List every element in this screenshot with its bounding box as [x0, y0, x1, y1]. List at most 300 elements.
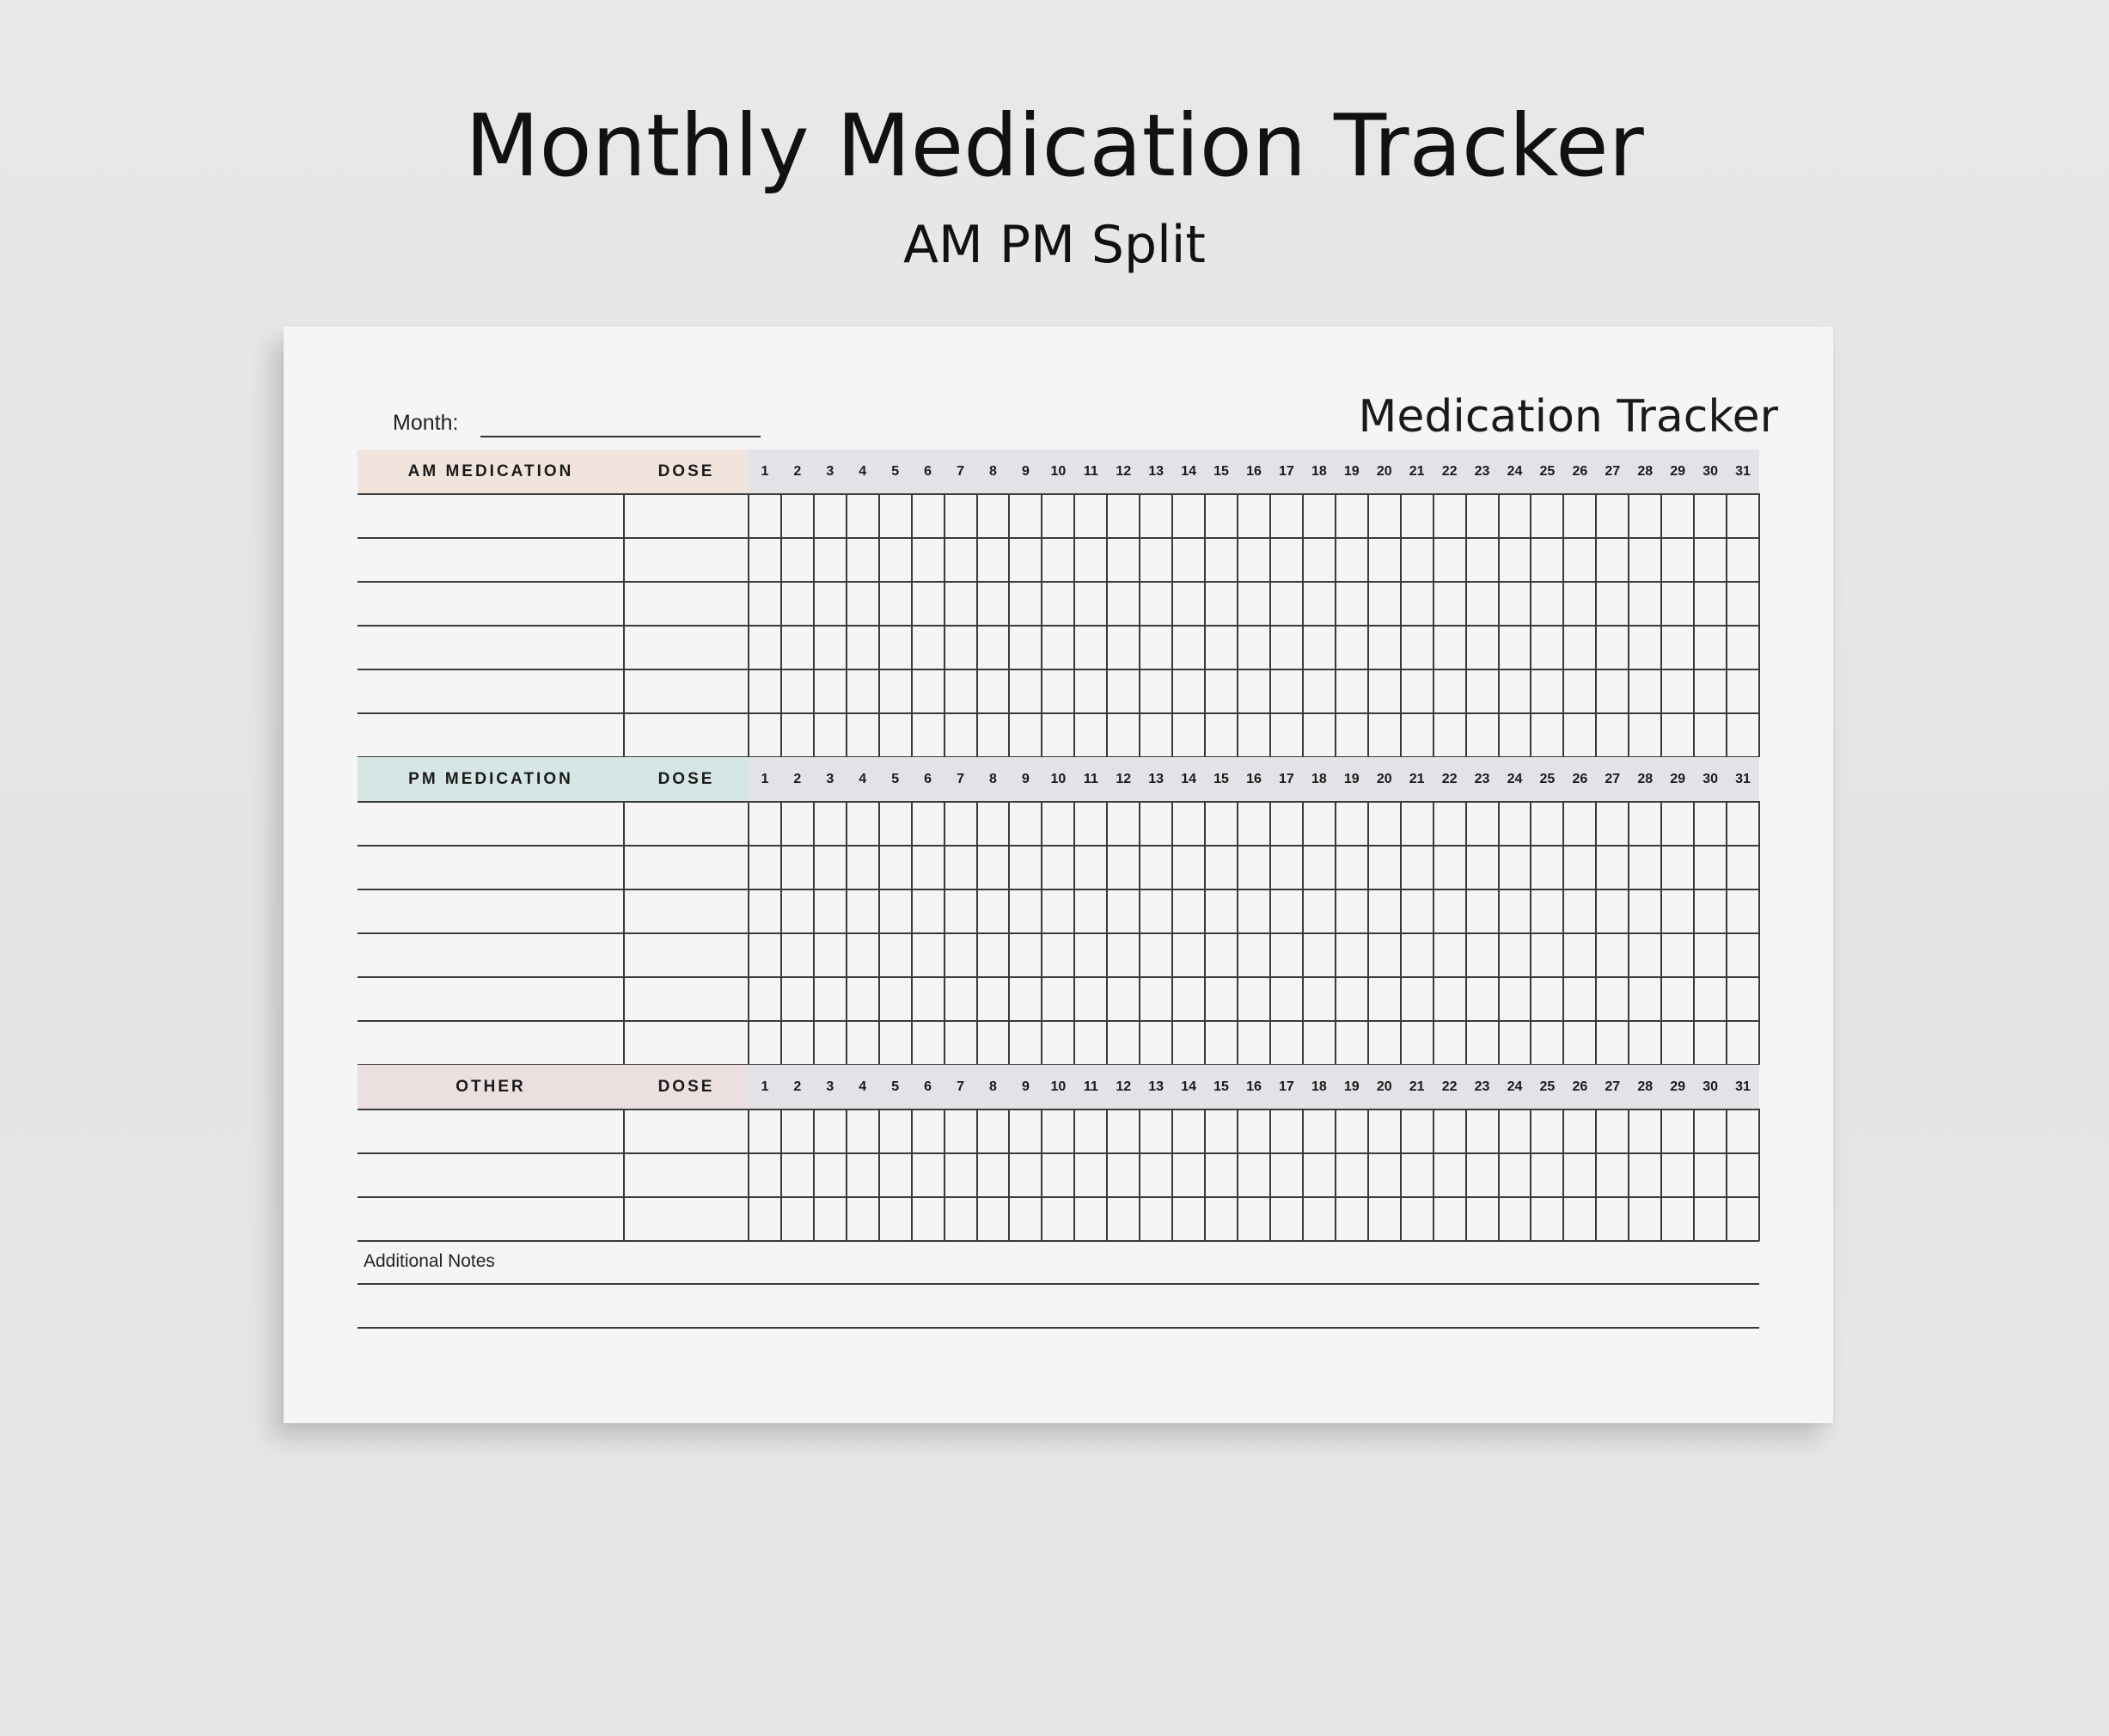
- am-day-checkbox[interactable]: [1304, 670, 1335, 712]
- other-day-checkbox[interactable]: [1271, 1198, 1302, 1240]
- other-day-checkbox[interactable]: [749, 1154, 780, 1196]
- pm-day-checkbox[interactable]: [1597, 1022, 1628, 1064]
- am-day-checkbox[interactable]: [1695, 714, 1726, 756]
- other-day-checkbox[interactable]: [978, 1198, 1009, 1240]
- other-dose-cell[interactable]: [625, 1110, 747, 1152]
- pm-day-checkbox[interactable]: [1075, 803, 1106, 845]
- other-day-checkbox[interactable]: [945, 1110, 976, 1152]
- pm-day-checkbox[interactable]: [1271, 978, 1302, 1020]
- other-day-checkbox[interactable]: [1304, 1198, 1335, 1240]
- am-day-checkbox[interactable]: [815, 670, 846, 712]
- am-day-checkbox[interactable]: [1206, 670, 1237, 712]
- pm-day-checkbox[interactable]: [1402, 847, 1433, 889]
- pm-day-checkbox[interactable]: [1140, 890, 1171, 932]
- other-day-checkbox[interactable]: [1531, 1154, 1562, 1196]
- am-day-checkbox[interactable]: [1434, 539, 1465, 581]
- pm-day-checkbox[interactable]: [913, 978, 944, 1020]
- pm-medication-name-cell[interactable]: [358, 1022, 622, 1064]
- am-day-checkbox[interactable]: [1662, 583, 1693, 625]
- pm-day-checkbox[interactable]: [782, 803, 813, 845]
- pm-day-checkbox[interactable]: [1467, 1022, 1498, 1064]
- am-dose-cell[interactable]: [625, 714, 747, 756]
- am-day-checkbox[interactable]: [815, 539, 846, 581]
- other-day-checkbox[interactable]: [1662, 1154, 1693, 1196]
- pm-day-checkbox[interactable]: [1173, 978, 1204, 1020]
- pm-day-checkbox[interactable]: [1271, 934, 1302, 976]
- am-day-checkbox[interactable]: [1271, 495, 1302, 537]
- am-dose-cell[interactable]: [625, 670, 747, 712]
- am-day-checkbox[interactable]: [1075, 627, 1106, 669]
- pm-day-checkbox[interactable]: [978, 803, 1009, 845]
- other-day-checkbox[interactable]: [1434, 1198, 1465, 1240]
- am-day-checkbox[interactable]: [1010, 714, 1041, 756]
- other-medication-name-cell[interactable]: [358, 1154, 622, 1196]
- pm-day-checkbox[interactable]: [1434, 1022, 1465, 1064]
- other-day-checkbox[interactable]: [1402, 1110, 1433, 1152]
- pm-day-checkbox[interactable]: [1140, 1022, 1171, 1064]
- am-day-checkbox[interactable]: [1271, 583, 1302, 625]
- pm-day-checkbox[interactable]: [1500, 934, 1531, 976]
- pm-day-checkbox[interactable]: [1531, 890, 1562, 932]
- am-day-checkbox[interactable]: [1662, 627, 1693, 669]
- pm-day-checkbox[interactable]: [945, 803, 976, 845]
- am-day-checkbox[interactable]: [1336, 627, 1367, 669]
- pm-day-checkbox[interactable]: [945, 934, 976, 976]
- am-day-checkbox[interactable]: [1597, 583, 1628, 625]
- pm-day-checkbox[interactable]: [1369, 934, 1400, 976]
- pm-day-checkbox[interactable]: [1206, 803, 1237, 845]
- other-day-checkbox[interactable]: [1662, 1198, 1693, 1240]
- am-day-checkbox[interactable]: [880, 670, 911, 712]
- other-day-checkbox[interactable]: [1564, 1110, 1595, 1152]
- pm-day-checkbox[interactable]: [1108, 934, 1139, 976]
- pm-day-checkbox[interactable]: [1500, 803, 1531, 845]
- pm-day-checkbox[interactable]: [1271, 847, 1302, 889]
- pm-day-checkbox[interactable]: [880, 890, 911, 932]
- other-day-checkbox[interactable]: [1042, 1198, 1073, 1240]
- am-day-checkbox[interactable]: [1629, 583, 1660, 625]
- other-day-checkbox[interactable]: [1042, 1154, 1073, 1196]
- am-day-checkbox[interactable]: [1402, 495, 1433, 537]
- pm-day-checkbox[interactable]: [1336, 1022, 1367, 1064]
- am-day-checkbox[interactable]: [1727, 670, 1758, 712]
- am-day-checkbox[interactable]: [1597, 670, 1628, 712]
- pm-day-checkbox[interactable]: [1010, 934, 1041, 976]
- notes-line[interactable]: [358, 1283, 1759, 1285]
- am-day-checkbox[interactable]: [945, 714, 976, 756]
- pm-day-checkbox[interactable]: [1662, 978, 1693, 1020]
- pm-day-checkbox[interactable]: [1042, 847, 1073, 889]
- am-day-checkbox[interactable]: [1042, 714, 1073, 756]
- pm-medication-name-cell[interactable]: [358, 803, 622, 845]
- am-day-checkbox[interactable]: [1108, 670, 1139, 712]
- other-day-checkbox[interactable]: [1173, 1110, 1204, 1152]
- other-day-checkbox[interactable]: [1564, 1154, 1595, 1196]
- am-day-checkbox[interactable]: [1564, 714, 1595, 756]
- pm-day-checkbox[interactable]: [1500, 978, 1531, 1020]
- pm-day-checkbox[interactable]: [1564, 978, 1595, 1020]
- pm-day-checkbox[interactable]: [1010, 978, 1041, 1020]
- am-day-checkbox[interactable]: [1531, 627, 1562, 669]
- other-day-checkbox[interactable]: [1206, 1110, 1237, 1152]
- other-day-checkbox[interactable]: [1271, 1154, 1302, 1196]
- am-day-checkbox[interactable]: [1402, 583, 1433, 625]
- am-day-checkbox[interactable]: [1369, 670, 1400, 712]
- pm-day-checkbox[interactable]: [1629, 934, 1660, 976]
- pm-day-checkbox[interactable]: [1727, 934, 1758, 976]
- pm-day-checkbox[interactable]: [1108, 803, 1139, 845]
- am-day-checkbox[interactable]: [1402, 627, 1433, 669]
- pm-dose-cell[interactable]: [625, 890, 747, 932]
- am-day-checkbox[interactable]: [1727, 539, 1758, 581]
- pm-day-checkbox[interactable]: [880, 978, 911, 1020]
- month-input-line[interactable]: [480, 436, 761, 437]
- am-day-checkbox[interactable]: [1140, 670, 1171, 712]
- pm-day-checkbox[interactable]: [1010, 803, 1041, 845]
- pm-day-checkbox[interactable]: [1662, 847, 1693, 889]
- pm-day-checkbox[interactable]: [1727, 847, 1758, 889]
- am-day-checkbox[interactable]: [1467, 583, 1498, 625]
- other-day-checkbox[interactable]: [1629, 1110, 1660, 1152]
- pm-day-checkbox[interactable]: [1042, 803, 1073, 845]
- am-day-checkbox[interactable]: [1629, 495, 1660, 537]
- pm-day-checkbox[interactable]: [749, 890, 780, 932]
- am-day-checkbox[interactable]: [749, 627, 780, 669]
- other-day-checkbox[interactable]: [1531, 1198, 1562, 1240]
- am-dose-cell[interactable]: [625, 627, 747, 669]
- other-day-checkbox[interactable]: [1336, 1154, 1367, 1196]
- other-day-checkbox[interactable]: [782, 1154, 813, 1196]
- am-day-checkbox[interactable]: [1140, 495, 1171, 537]
- am-day-checkbox[interactable]: [1434, 670, 1465, 712]
- pm-day-checkbox[interactable]: [1304, 803, 1335, 845]
- am-day-checkbox[interactable]: [1238, 714, 1269, 756]
- pm-day-checkbox[interactable]: [1336, 934, 1367, 976]
- am-day-checkbox[interactable]: [1010, 583, 1041, 625]
- am-day-checkbox[interactable]: [913, 583, 944, 625]
- pm-day-checkbox[interactable]: [913, 890, 944, 932]
- am-day-checkbox[interactable]: [1238, 539, 1269, 581]
- pm-day-checkbox[interactable]: [1075, 1022, 1106, 1064]
- other-day-checkbox[interactable]: [1727, 1198, 1758, 1240]
- other-day-checkbox[interactable]: [1238, 1154, 1269, 1196]
- am-day-checkbox[interactable]: [1662, 714, 1693, 756]
- pm-day-checkbox[interactable]: [1629, 803, 1660, 845]
- am-day-checkbox[interactable]: [1629, 539, 1660, 581]
- am-day-checkbox[interactable]: [1304, 583, 1335, 625]
- pm-day-checkbox[interactable]: [782, 847, 813, 889]
- am-day-checkbox[interactable]: [1336, 714, 1367, 756]
- am-day-checkbox[interactable]: [1531, 495, 1562, 537]
- other-day-checkbox[interactable]: [1434, 1154, 1465, 1196]
- other-day-checkbox[interactable]: [945, 1198, 976, 1240]
- am-day-checkbox[interactable]: [1467, 670, 1498, 712]
- pm-day-checkbox[interactable]: [1500, 890, 1531, 932]
- pm-day-checkbox[interactable]: [1662, 1022, 1693, 1064]
- other-day-checkbox[interactable]: [880, 1110, 911, 1152]
- pm-day-checkbox[interactable]: [1075, 978, 1106, 1020]
- am-day-checkbox[interactable]: [1206, 583, 1237, 625]
- pm-day-checkbox[interactable]: [1173, 890, 1204, 932]
- pm-day-checkbox[interactable]: [1206, 890, 1237, 932]
- am-medication-name-cell[interactable]: [358, 670, 622, 712]
- pm-day-checkbox[interactable]: [847, 803, 878, 845]
- other-day-checkbox[interactable]: [1500, 1154, 1531, 1196]
- am-day-checkbox[interactable]: [1238, 627, 1269, 669]
- pm-day-checkbox[interactable]: [1336, 847, 1367, 889]
- pm-day-checkbox[interactable]: [1402, 1022, 1433, 1064]
- pm-day-checkbox[interactable]: [1042, 978, 1073, 1020]
- pm-day-checkbox[interactable]: [847, 978, 878, 1020]
- other-day-checkbox[interactable]: [1695, 1110, 1726, 1152]
- am-day-checkbox[interactable]: [1695, 627, 1726, 669]
- am-day-checkbox[interactable]: [913, 714, 944, 756]
- am-day-checkbox[interactable]: [945, 583, 976, 625]
- pm-day-checkbox[interactable]: [1042, 1022, 1073, 1064]
- pm-day-checkbox[interactable]: [815, 890, 846, 932]
- pm-dose-cell[interactable]: [625, 978, 747, 1020]
- am-day-checkbox[interactable]: [1304, 495, 1335, 537]
- am-day-checkbox[interactable]: [978, 670, 1009, 712]
- notes-line[interactable]: [358, 1327, 1759, 1329]
- pm-day-checkbox[interactable]: [1238, 1022, 1269, 1064]
- pm-day-checkbox[interactable]: [1564, 803, 1595, 845]
- am-day-checkbox[interactable]: [1531, 583, 1562, 625]
- pm-day-checkbox[interactable]: [1271, 803, 1302, 845]
- pm-day-checkbox[interactable]: [1467, 934, 1498, 976]
- am-day-checkbox[interactable]: [1042, 539, 1073, 581]
- other-day-checkbox[interactable]: [978, 1154, 1009, 1196]
- pm-day-checkbox[interactable]: [913, 847, 944, 889]
- other-day-checkbox[interactable]: [782, 1110, 813, 1152]
- pm-day-checkbox[interactable]: [978, 1022, 1009, 1064]
- am-day-checkbox[interactable]: [847, 539, 878, 581]
- pm-day-checkbox[interactable]: [1695, 847, 1726, 889]
- am-day-checkbox[interactable]: [913, 627, 944, 669]
- pm-day-checkbox[interactable]: [1564, 847, 1595, 889]
- am-day-checkbox[interactable]: [945, 495, 976, 537]
- am-day-checkbox[interactable]: [1304, 539, 1335, 581]
- pm-day-checkbox[interactable]: [1727, 978, 1758, 1020]
- pm-day-checkbox[interactable]: [815, 934, 846, 976]
- pm-day-checkbox[interactable]: [1434, 934, 1465, 976]
- pm-day-checkbox[interactable]: [1108, 978, 1139, 1020]
- pm-day-checkbox[interactable]: [1173, 847, 1204, 889]
- am-day-checkbox[interactable]: [1271, 670, 1302, 712]
- pm-day-checkbox[interactable]: [1140, 803, 1171, 845]
- pm-day-checkbox[interactable]: [1564, 890, 1595, 932]
- am-day-checkbox[interactable]: [1695, 495, 1726, 537]
- am-medication-name-cell[interactable]: [358, 583, 622, 625]
- pm-day-checkbox[interactable]: [847, 1022, 878, 1064]
- other-day-checkbox[interactable]: [1727, 1154, 1758, 1196]
- pm-day-checkbox[interactable]: [782, 934, 813, 976]
- am-day-checkbox[interactable]: [1042, 670, 1073, 712]
- am-day-checkbox[interactable]: [1402, 670, 1433, 712]
- am-day-checkbox[interactable]: [1597, 495, 1628, 537]
- other-day-checkbox[interactable]: [1075, 1198, 1106, 1240]
- am-day-checkbox[interactable]: [1336, 583, 1367, 625]
- am-day-checkbox[interactable]: [1564, 495, 1595, 537]
- am-day-checkbox[interactable]: [1173, 627, 1204, 669]
- am-day-checkbox[interactable]: [978, 583, 1009, 625]
- pm-day-checkbox[interactable]: [1467, 847, 1498, 889]
- pm-day-checkbox[interactable]: [815, 847, 846, 889]
- pm-day-checkbox[interactable]: [1500, 1022, 1531, 1064]
- pm-medication-name-cell[interactable]: [358, 890, 622, 932]
- pm-day-checkbox[interactable]: [1662, 803, 1693, 845]
- am-day-checkbox[interactable]: [1075, 539, 1106, 581]
- am-day-checkbox[interactable]: [1010, 670, 1041, 712]
- other-day-checkbox[interactable]: [1010, 1198, 1041, 1240]
- am-day-checkbox[interactable]: [847, 583, 878, 625]
- pm-day-checkbox[interactable]: [1271, 890, 1302, 932]
- am-day-checkbox[interactable]: [782, 627, 813, 669]
- pm-day-checkbox[interactable]: [1434, 803, 1465, 845]
- pm-day-checkbox[interactable]: [1075, 847, 1106, 889]
- pm-day-checkbox[interactable]: [1434, 847, 1465, 889]
- am-day-checkbox[interactable]: [1402, 539, 1433, 581]
- other-day-checkbox[interactable]: [815, 1110, 846, 1152]
- other-day-checkbox[interactable]: [1140, 1110, 1171, 1152]
- pm-day-checkbox[interactable]: [1369, 890, 1400, 932]
- other-day-checkbox[interactable]: [815, 1154, 846, 1196]
- pm-day-checkbox[interactable]: [815, 978, 846, 1020]
- am-day-checkbox[interactable]: [1369, 627, 1400, 669]
- other-day-checkbox[interactable]: [1597, 1110, 1628, 1152]
- am-dose-cell[interactable]: [625, 583, 747, 625]
- other-day-checkbox[interactable]: [1597, 1154, 1628, 1196]
- pm-day-checkbox[interactable]: [913, 803, 944, 845]
- pm-day-checkbox[interactable]: [1010, 1022, 1041, 1064]
- pm-day-checkbox[interactable]: [1531, 934, 1562, 976]
- am-day-checkbox[interactable]: [847, 670, 878, 712]
- other-day-checkbox[interactable]: [1075, 1110, 1106, 1152]
- other-day-checkbox[interactable]: [847, 1198, 878, 1240]
- other-day-checkbox[interactable]: [815, 1198, 846, 1240]
- am-day-checkbox[interactable]: [1108, 627, 1139, 669]
- am-day-checkbox[interactable]: [913, 495, 944, 537]
- am-day-checkbox[interactable]: [1108, 583, 1139, 625]
- other-day-checkbox[interactable]: [1597, 1198, 1628, 1240]
- other-day-checkbox[interactable]: [1108, 1110, 1139, 1152]
- am-day-checkbox[interactable]: [945, 627, 976, 669]
- other-day-checkbox[interactable]: [1238, 1110, 1269, 1152]
- other-dose-cell[interactable]: [625, 1198, 747, 1240]
- pm-day-checkbox[interactable]: [945, 1022, 976, 1064]
- other-day-checkbox[interactable]: [1629, 1154, 1660, 1196]
- am-day-checkbox[interactable]: [1402, 714, 1433, 756]
- am-day-checkbox[interactable]: [1629, 714, 1660, 756]
- am-day-checkbox[interactable]: [1075, 583, 1106, 625]
- pm-day-checkbox[interactable]: [847, 890, 878, 932]
- am-day-checkbox[interactable]: [749, 714, 780, 756]
- other-day-checkbox[interactable]: [1238, 1198, 1269, 1240]
- am-day-checkbox[interactable]: [1629, 627, 1660, 669]
- pm-day-checkbox[interactable]: [1662, 934, 1693, 976]
- am-day-checkbox[interactable]: [978, 714, 1009, 756]
- am-day-checkbox[interactable]: [782, 714, 813, 756]
- pm-day-checkbox[interactable]: [815, 803, 846, 845]
- am-day-checkbox[interactable]: [1173, 495, 1204, 537]
- am-medication-name-cell[interactable]: [358, 495, 622, 537]
- am-day-checkbox[interactable]: [1597, 539, 1628, 581]
- pm-day-checkbox[interactable]: [1173, 934, 1204, 976]
- pm-day-checkbox[interactable]: [913, 934, 944, 976]
- pm-day-checkbox[interactable]: [782, 890, 813, 932]
- other-day-checkbox[interactable]: [782, 1198, 813, 1240]
- am-day-checkbox[interactable]: [1629, 670, 1660, 712]
- other-day-checkbox[interactable]: [1108, 1154, 1139, 1196]
- am-day-checkbox[interactable]: [847, 714, 878, 756]
- pm-day-checkbox[interactable]: [1140, 978, 1171, 1020]
- pm-day-checkbox[interactable]: [1304, 890, 1335, 932]
- pm-day-checkbox[interactable]: [1238, 803, 1269, 845]
- pm-day-checkbox[interactable]: [1271, 1022, 1302, 1064]
- pm-day-checkbox[interactable]: [1597, 803, 1628, 845]
- am-day-checkbox[interactable]: [782, 495, 813, 537]
- other-day-checkbox[interactable]: [1010, 1154, 1041, 1196]
- other-medication-name-cell[interactable]: [358, 1198, 622, 1240]
- other-day-checkbox[interactable]: [1206, 1154, 1237, 1196]
- other-day-checkbox[interactable]: [1695, 1154, 1726, 1196]
- pm-day-checkbox[interactable]: [1695, 890, 1726, 932]
- pm-day-checkbox[interactable]: [1369, 978, 1400, 1020]
- am-day-checkbox[interactable]: [1662, 670, 1693, 712]
- am-day-checkbox[interactable]: [782, 539, 813, 581]
- pm-day-checkbox[interactable]: [1695, 978, 1726, 1020]
- other-day-checkbox[interactable]: [913, 1110, 944, 1152]
- pm-dose-cell[interactable]: [625, 847, 747, 889]
- pm-day-checkbox[interactable]: [1434, 978, 1465, 1020]
- am-day-checkbox[interactable]: [1467, 627, 1498, 669]
- am-day-checkbox[interactable]: [815, 714, 846, 756]
- other-day-checkbox[interactable]: [1173, 1154, 1204, 1196]
- other-day-checkbox[interactable]: [1564, 1198, 1595, 1240]
- am-day-checkbox[interactable]: [1042, 495, 1073, 537]
- am-day-checkbox[interactable]: [1108, 539, 1139, 581]
- pm-day-checkbox[interactable]: [1108, 847, 1139, 889]
- am-day-checkbox[interactable]: [1564, 539, 1595, 581]
- am-day-checkbox[interactable]: [978, 627, 1009, 669]
- other-day-checkbox[interactable]: [1042, 1110, 1073, 1152]
- am-day-checkbox[interactable]: [815, 495, 846, 537]
- pm-day-checkbox[interactable]: [978, 934, 1009, 976]
- pm-day-checkbox[interactable]: [1304, 1022, 1335, 1064]
- other-day-checkbox[interactable]: [1662, 1110, 1693, 1152]
- pm-day-checkbox[interactable]: [1304, 847, 1335, 889]
- am-day-checkbox[interactable]: [1500, 670, 1531, 712]
- pm-day-checkbox[interactable]: [1467, 978, 1498, 1020]
- pm-day-checkbox[interactable]: [1010, 890, 1041, 932]
- am-day-checkbox[interactable]: [880, 539, 911, 581]
- am-day-checkbox[interactable]: [847, 627, 878, 669]
- pm-day-checkbox[interactable]: [1140, 847, 1171, 889]
- am-day-checkbox[interactable]: [1206, 495, 1237, 537]
- am-day-checkbox[interactable]: [1467, 539, 1498, 581]
- am-dose-cell[interactable]: [625, 495, 747, 537]
- pm-day-checkbox[interactable]: [1206, 847, 1237, 889]
- pm-day-checkbox[interactable]: [1173, 803, 1204, 845]
- pm-day-checkbox[interactable]: [945, 847, 976, 889]
- pm-day-checkbox[interactable]: [749, 847, 780, 889]
- other-day-checkbox[interactable]: [913, 1198, 944, 1240]
- other-day-checkbox[interactable]: [1467, 1154, 1498, 1196]
- pm-day-checkbox[interactable]: [978, 890, 1009, 932]
- other-day-checkbox[interactable]: [1467, 1198, 1498, 1240]
- am-dose-cell[interactable]: [625, 539, 747, 581]
- pm-day-checkbox[interactable]: [1531, 803, 1562, 845]
